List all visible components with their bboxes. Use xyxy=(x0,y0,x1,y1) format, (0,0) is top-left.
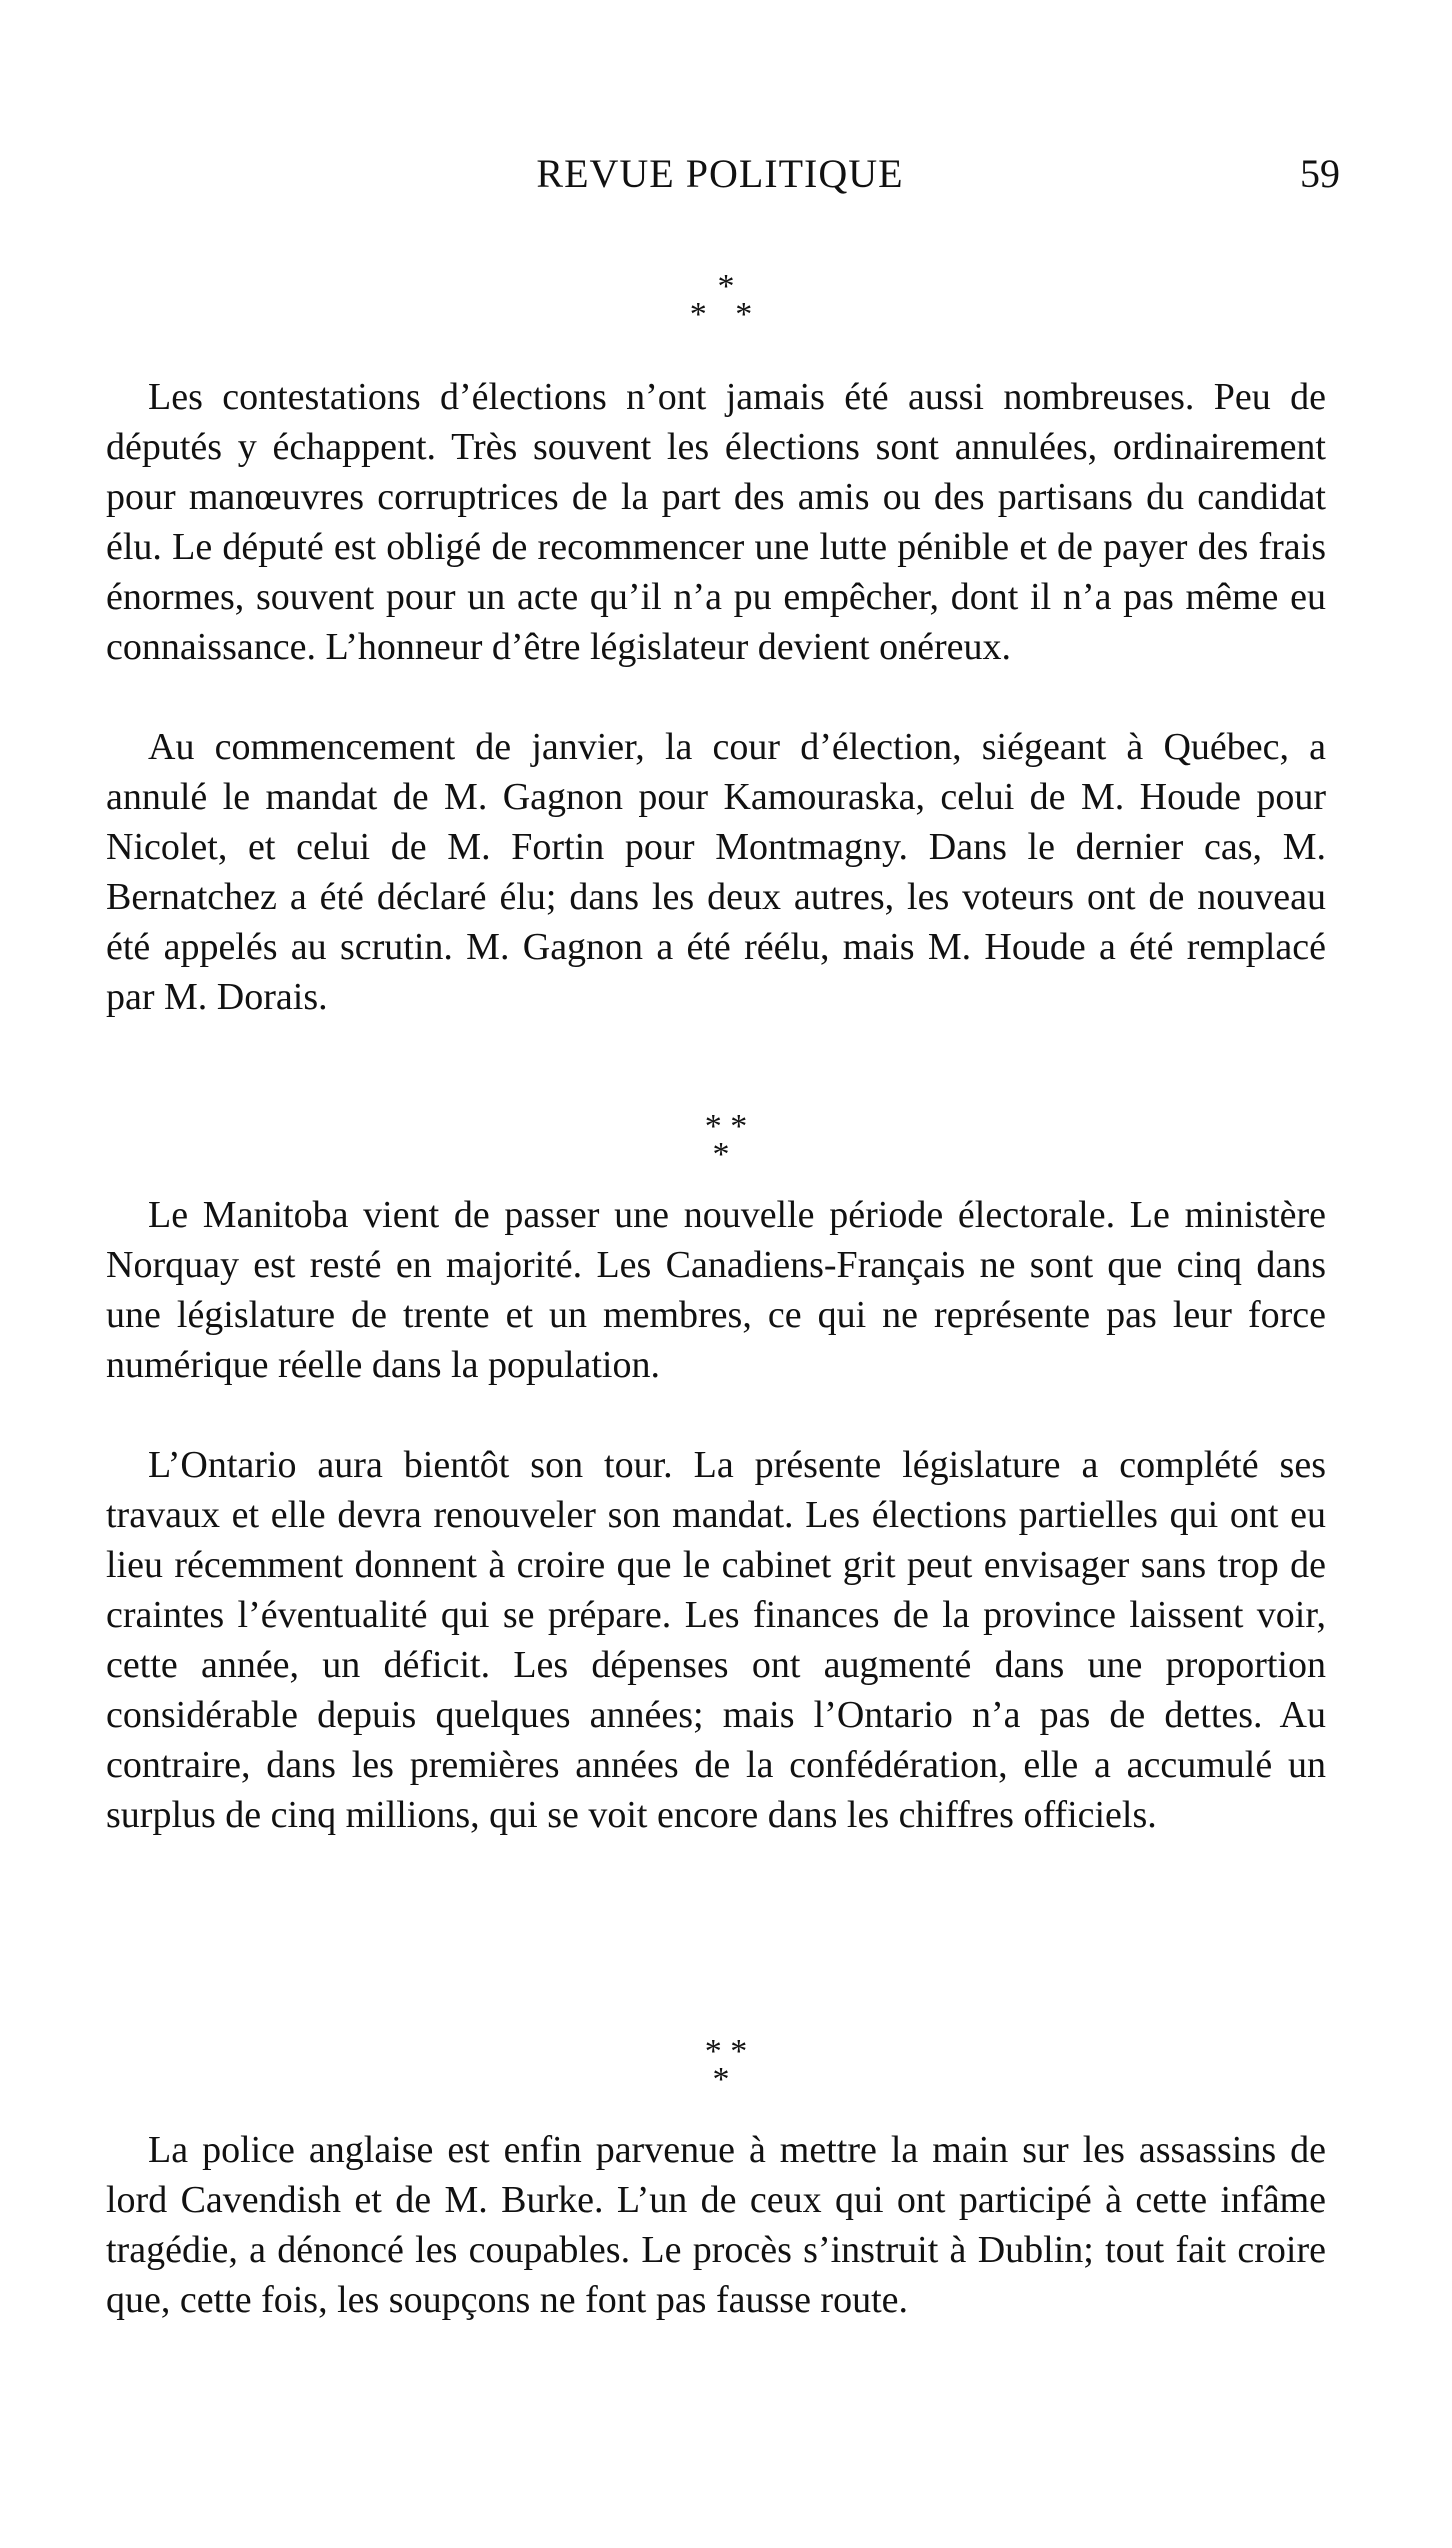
paragraph-quebec-court: Au commencement de janvier, la cour d’élection, siégeant à Québec, a annulé le mandat de M. Gagnon pour Kamouraska, celui de M. Houde pour Nicolet, et celui de M. Fortin pour Montmagny. Dans le dernier cas, M. Bernatchez a été déclaré élu; dans les deux autres, les voteurs ont de nouveau été appelés au scrutin. M. Gagnon a été réélu, mais M. Houde a été remplacé par M. Dorais. xyxy=(106,726,1326,1018)
asterism-bottom: * xyxy=(712,2061,740,2098)
asterism-top: * xyxy=(717,268,735,305)
asterism-bottom: * * xyxy=(689,296,763,333)
asterism-top: * * xyxy=(704,2033,748,2070)
section-separator xyxy=(0,2035,1452,2097)
paragraph-manitoba: Le Manitoba vient de passer une nouvelle période électorale. Le ministère Norquay est resté en majorité. Les Canadiens-Français ne sont que cinq dans une législature de trente et un membres, ce qui ne représente pas leur force numérique réelle dans la population. xyxy=(106,1194,1326,1386)
running-title: REVUE POLITIQUE xyxy=(536,151,904,196)
paragraph-cavendish-burke: La police anglaise est enfin parvenue à mettre la main sur les assassins de lord Cavendish et de M. Burke. L’un de ceux qui ont participé à cette infâme tragédie, a dénoncé les coupables. Le procès s’instruit à Dublin; tout fait croire que, cette fois, les soupçons ne font pas fausse route. xyxy=(106,2129,1326,2321)
paragraph-ontario: L’Ontario aura bientôt son tour. La présente législature a complété ses travaux et elle devra renouveler son mandat. Les élections partielles qui ont eu lieu récemment donnent à croire que le cabinet grit peut envisager sans trop de craintes l’éventualité qui se prépare. Les finances de la province laissent voir, cette année, un déficit. Les dépenses ont augmenté dans une proportion considérable depuis quelques années; mais l’Ontario n’a pas de dettes. Au contraire, dans les premières années de la confédération, elle a accumulé un surplus de cinq millions, qui se voit encore dans les chiffres officiels. xyxy=(106,1444,1326,1836)
page-number: 59 xyxy=(1300,151,1340,196)
page-header xyxy=(100,150,1340,210)
asterism-bottom: * xyxy=(712,1136,740,1173)
section-separator xyxy=(0,270,1452,332)
asterism-top: * * xyxy=(704,1108,748,1145)
paragraph-election-contests: Les contestations d’élections n’ont jamais été aussi nombreuses. Peu de députés y échappent. Très souvent les élections sont annulées, ordinairement pour manœuvres corruptrices de la part des amis ou des partisans du candidat élu. Le député est obligé de recommencer une lutte pénible et de payer des frais énormes, souvent pour un acte qu’il n’a pu empêcher, dont il n’a pas même eu connaissance. L’honneur d’être législateur devient onéreux. xyxy=(106,376,1326,668)
section-separator xyxy=(0,1110,1452,1172)
